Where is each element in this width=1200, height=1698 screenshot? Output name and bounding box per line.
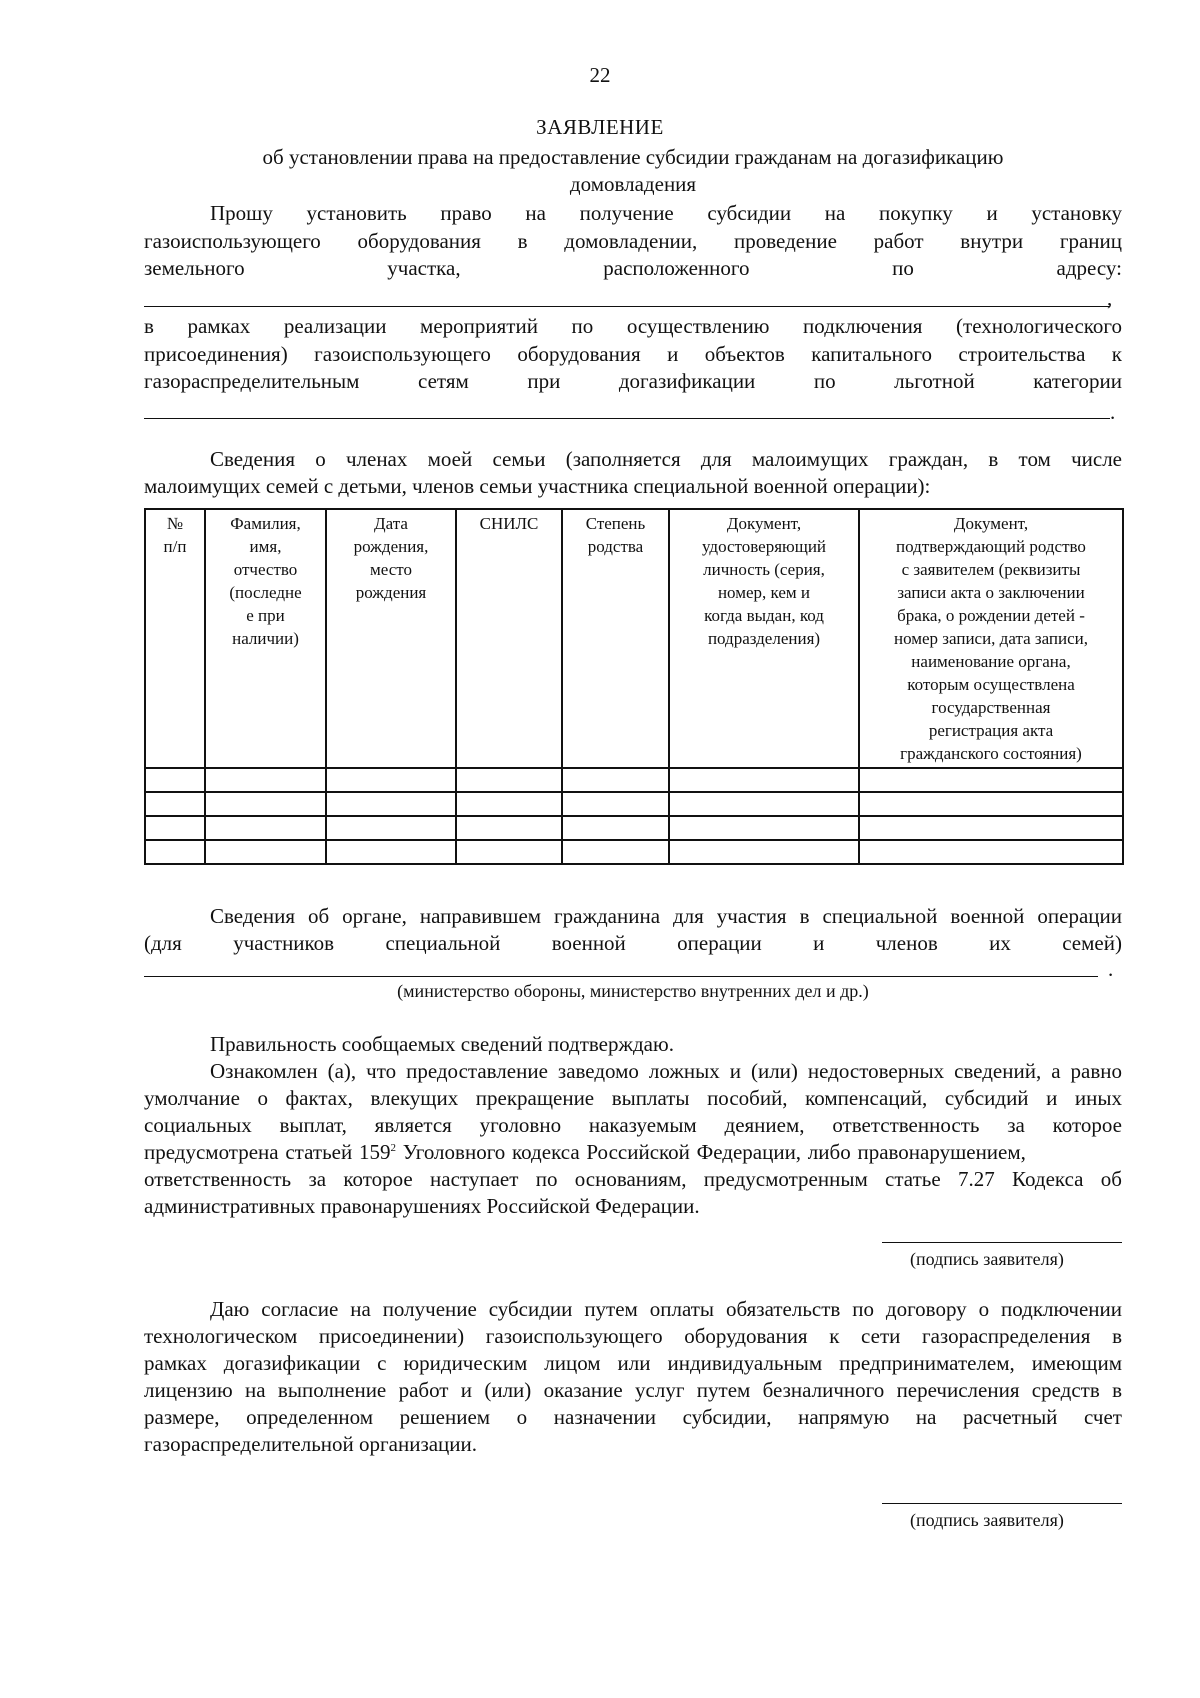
military-word: (для [144, 931, 182, 955]
liability-line-5: ответственность за которое наступает по основаниям, предусмотренным статье 7.27 Кодекса об [144, 1167, 1122, 1191]
framework-word: газораспределительным [144, 369, 360, 393]
liability-line-3: социальных выплат, является уголовно наказуемым деянием, ответственность за которое [144, 1113, 1122, 1137]
request-word: по [892, 256, 914, 280]
table-cell[interactable] [145, 768, 205, 792]
military-organ-hint: (министерство обороны, министерство внутренних дел и др.) [397, 981, 869, 1001]
header-line: № [166, 514, 184, 533]
liability-line-4 [144, 1138, 1122, 1166]
page-number: 22 [589, 63, 611, 87]
document-subtitle-line1: об установлении права на предоставление субсидии гражданам на догазификацию [262, 145, 1004, 169]
table-row [145, 840, 1123, 864]
consent-line-5: размере, определенном решением о назначении субсидии, напрямую на расчетный счет [144, 1405, 1122, 1429]
header-line: СНИЛС [479, 514, 539, 533]
military-word: операции [677, 931, 762, 955]
table-cell[interactable] [859, 816, 1123, 840]
table-cell[interactable] [205, 792, 326, 816]
liability-line-4-end: Уголовного кодекса Российской Федерации, либо правонарушением, [395, 1140, 1026, 1164]
military-word: военной [551, 931, 626, 955]
military-word: их [989, 931, 1011, 955]
liability-line-4-start: предусмотрена статьей 159 [144, 1140, 391, 1164]
framework-word: при [527, 369, 561, 393]
table-cell[interactable] [145, 840, 205, 864]
framework-line-3 [144, 367, 1122, 395]
signature-label-1: (подпись заявителя) [910, 1249, 1064, 1269]
table-row [145, 816, 1123, 840]
header-line: п/п [163, 537, 187, 556]
request-word: участка, [387, 256, 461, 280]
column-header-birth [326, 509, 456, 768]
consent-line-4: лицензию на выполнение работ и (или) оказание услуг путем безналичного перечисления средств в [144, 1378, 1122, 1402]
column-header-full-name [205, 509, 326, 768]
confirmation-statement: Правильность сообщаемых сведений подтверждаю. [210, 1032, 674, 1056]
header-line: личность (серия, [703, 560, 825, 579]
military-word: участников [233, 931, 335, 955]
header-line: наименование органа, [911, 652, 1071, 671]
header-line: место [370, 560, 412, 579]
document-subtitle-line2: домовладения [569, 172, 697, 196]
request-word: расположенного [603, 256, 750, 280]
table-cell[interactable] [145, 792, 205, 816]
header-line: имя, [249, 537, 282, 556]
military-line-2 [144, 929, 1122, 957]
framework-line-1: в рамках реализации мероприятий по осуществлению подключения (технологического [144, 314, 1122, 338]
signature-line-2[interactable] [882, 1503, 1122, 1504]
article-superscript: 2 [390, 1142, 396, 1154]
header-line: отчество [233, 560, 298, 579]
table-cell[interactable] [205, 768, 326, 792]
consent-line-6: газораспределительной организации. [144, 1432, 478, 1456]
header-line: номер, кем и [717, 583, 811, 602]
header-line: рождения, [353, 537, 429, 556]
table-cell[interactable] [562, 792, 669, 816]
consent-line-2: технологическом присоединении) газоиспользующего оборудования к сети газораспределения в [144, 1324, 1122, 1348]
request-line-2: газоиспользующего оборудования в домовладении, проведение работ внутри границ [144, 229, 1122, 253]
table-cell[interactable] [205, 816, 326, 840]
table-cell[interactable] [669, 840, 859, 864]
table-cell[interactable] [669, 816, 859, 840]
framework-line-2: присоединения) газоиспользующего оборудования и объектов капитального строительства к [144, 342, 1122, 366]
column-header-kinship-document [859, 509, 1123, 768]
table-cell[interactable] [562, 816, 669, 840]
military-word: специальной [385, 931, 501, 955]
header-line: государственная [931, 698, 1051, 717]
column-header-number [145, 509, 205, 768]
header-line: удостоверяющий [701, 537, 827, 556]
request-word: адресу: [1056, 256, 1122, 280]
header-line: Степень [585, 514, 646, 533]
header-line: номер записи, дата записи, [893, 629, 1088, 648]
table-cell[interactable] [669, 792, 859, 816]
table-cell[interactable] [562, 768, 669, 792]
request-word: земельного [144, 256, 245, 280]
column-header-identity-document [669, 509, 859, 768]
signature-label-2: (подпись заявителя) [910, 1510, 1064, 1530]
category-line-end: . [1110, 400, 1116, 424]
header-line: рождения [355, 583, 427, 602]
header-line: (последне [229, 583, 302, 602]
table-cell[interactable] [859, 792, 1123, 816]
request-line-3 [144, 254, 1122, 282]
table-cell[interactable] [859, 840, 1123, 864]
header-line: родства [587, 537, 644, 556]
consent-line-1: Даю согласие на получение субсидии путем оплаты обязательств по договору о подключении [210, 1297, 1122, 1321]
framework-word: догазификации [618, 369, 756, 393]
header-line: когда выдан, код [704, 606, 824, 625]
header-line: которым осуществлена [907, 675, 1075, 694]
table-cell[interactable] [205, 840, 326, 864]
header-line: гражданского состояния) [900, 744, 1082, 763]
column-header-snils [456, 509, 562, 768]
table-row [145, 768, 1123, 792]
header-line: подразделения) [707, 629, 821, 648]
header-line: брака, о рождении детей - [897, 606, 1085, 625]
consent-line-3: рамках догазификации с юридическим лицом или индивидуальным предпринимателем, имеющим [144, 1351, 1122, 1375]
table-cell[interactable] [326, 768, 456, 792]
table-row [145, 792, 1123, 816]
family-members-table [144, 508, 1124, 865]
military-organ-blank-line[interactable] [144, 976, 1098, 977]
header-line: Дата [374, 514, 408, 533]
header-line: е при [246, 606, 285, 625]
signature-line-1[interactable] [882, 1242, 1122, 1243]
header-line: с заявителем (реквизиты [901, 560, 1081, 579]
table-cell[interactable] [562, 840, 669, 864]
military-line-end: . [1108, 957, 1114, 981]
table-cell[interactable] [456, 816, 562, 840]
framework-word: сетям [418, 369, 469, 393]
military-word: семей) [1062, 931, 1122, 955]
category-blank-line[interactable] [144, 418, 1110, 419]
table-cell[interactable] [669, 768, 859, 792]
header-line: наличии) [232, 629, 299, 648]
military-line-1: Сведения об органе, направившем гражданина для участия в специальной военной операции [210, 904, 1122, 928]
table-cell[interactable] [456, 840, 562, 864]
table-cell[interactable] [456, 768, 562, 792]
family-intro-line-2: малоимущих семей с детьми, членов семьи участника специальной военной операции): [144, 474, 931, 498]
column-header-relationship [562, 509, 669, 768]
address-line-end: , [1107, 286, 1113, 310]
military-word: и [813, 931, 825, 955]
liability-line-1: Ознакомлен (а), что предоставление заведомо ложных и (или) недостоверных сведений, а равно [210, 1059, 1122, 1083]
table-cell[interactable] [326, 816, 456, 840]
framework-word: категории [1033, 369, 1122, 393]
table-cell[interactable] [456, 792, 562, 816]
framework-word: льготной [894, 369, 975, 393]
table-cell[interactable] [859, 768, 1123, 792]
header-line: Документ, [726, 514, 802, 533]
table-cell[interactable] [326, 840, 456, 864]
framework-word: по [813, 369, 836, 393]
address-blank-line[interactable] [144, 306, 1110, 307]
header-line: регистрация акта [928, 721, 1054, 740]
request-line-1: Прошу установить право на получение субсидии на покупку и установку [210, 201, 1122, 225]
header-line: подтверждающий родство [896, 537, 1086, 556]
document-title: ЗАЯВЛЕНИЕ [536, 115, 664, 139]
liability-line-2: умолчание о фактах, влекущих прекращение выплаты пособий, компенсаций, субсидий и иных [144, 1086, 1122, 1110]
table-cell[interactable] [145, 816, 205, 840]
family-intro-line-1: Сведения о членах моей семьи (заполняется для малоимущих граждан, в том числе [210, 447, 1122, 471]
header-line: записи акта о заключении [897, 583, 1085, 602]
header-line: Документ, [953, 514, 1029, 533]
liability-line-6: административных правонарушениях Российской Федерации. [144, 1194, 700, 1218]
header-line: Фамилия, [230, 514, 301, 533]
table-cell[interactable] [326, 792, 456, 816]
table-header-row [145, 509, 1123, 768]
military-word: членов [875, 931, 938, 955]
